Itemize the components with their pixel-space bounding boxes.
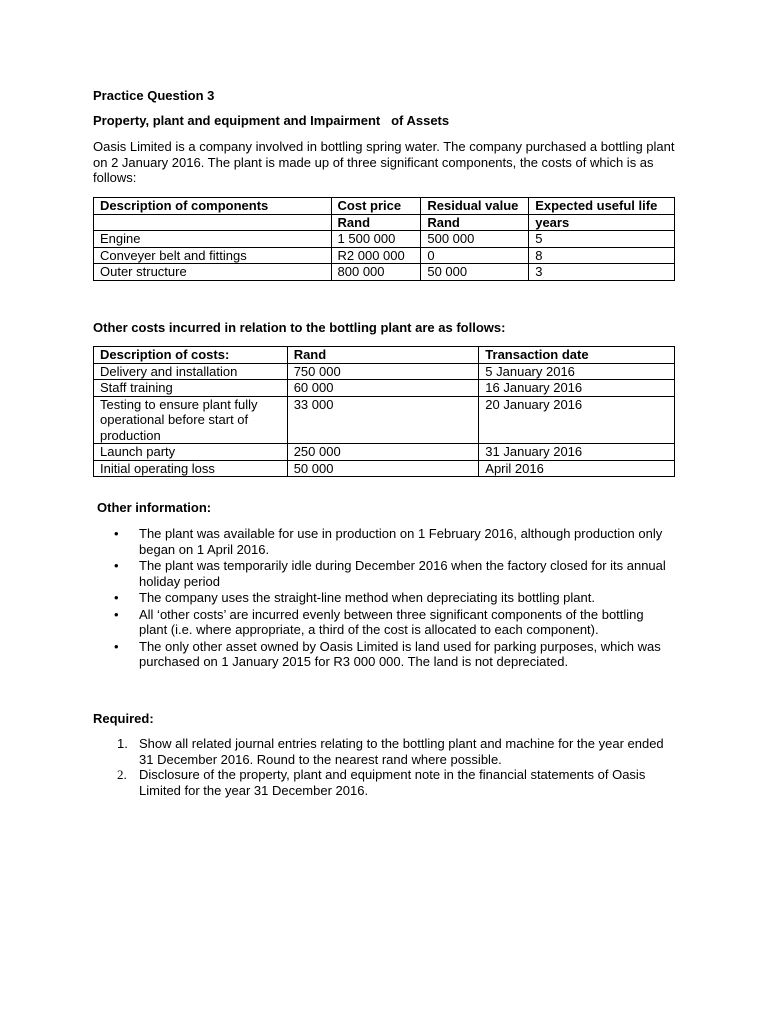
- table-row: [94, 363, 675, 380]
- table-cell: April 2016: [479, 460, 675, 477]
- table-cell: [94, 214, 332, 231]
- list-item: [93, 736, 673, 767]
- table-cell: 0: [421, 247, 529, 264]
- table-cell: Delivery and installation: [94, 363, 288, 380]
- table-cell: R2 000 000: [331, 247, 421, 264]
- list-item: • All ‘other costs’ are incurred evenly between three significant components of the bottling plant (i.e. where appropriate, a third of the cost is allocated to each component).: [93, 607, 673, 638]
- table-cell: 8: [529, 247, 675, 264]
- table-header-cell: Rand: [287, 347, 479, 364]
- other-info-heading: Other information:: [97, 500, 212, 515]
- table-cell: Initial operating loss: [94, 460, 288, 477]
- table-cell: Outer structure: [94, 264, 332, 281]
- list-item-text: 31 December 2016. Round to the nearest rand where possible.: [139, 751, 502, 767]
- table-cell: Launch party: [94, 444, 288, 461]
- required-heading: Required:: [93, 711, 154, 726]
- list-item-text: Show all related journal entries relating to the bottling plant and machine for the year ended: [139, 736, 664, 751]
- list-item-text: Disclosure of the property, plant and equipment note in the financial statements of Oasis Limited for the year 31 December 2016.: [139, 767, 646, 798]
- table-row: [94, 264, 675, 281]
- table-row: [94, 380, 675, 397]
- list-item: • The company uses the straight-line method when depreciating its bottling plant.: [93, 590, 673, 606]
- table-row: [94, 247, 675, 264]
- table-cell: 3: [529, 264, 675, 281]
- list-number: 2.: [117, 767, 127, 782]
- table-header-cell: Description of costs:: [94, 347, 288, 364]
- doc-title: Practice Question 3: [93, 88, 215, 103]
- table-header-cell: Residual value: [421, 198, 529, 215]
- table-cell: years: [529, 214, 675, 231]
- other-costs-heading: Other costs incurred in relation to the bottling plant are as follows:: [93, 320, 506, 335]
- table-cell: 5 January 2016: [479, 363, 675, 380]
- list-item: [93, 767, 673, 798]
- table-cell: 1 500 000: [331, 231, 421, 248]
- table-cell: 5: [529, 231, 675, 248]
- table-row: [94, 460, 675, 477]
- table-cell: 16 January 2016: [479, 380, 675, 397]
- table-cell: Engine: [94, 231, 332, 248]
- intro-paragraph: Oasis Limited is a company involved in bottling spring water. The company purchased a bottling plant on 2 January 2016. The plant is made up of three significant components, the costs of which is as follows:: [93, 139, 675, 185]
- table-cell: 31 January 2016: [479, 444, 675, 461]
- table-cell: 20 January 2016: [479, 396, 675, 444]
- required-list: [93, 736, 673, 798]
- costs-table: [93, 346, 675, 477]
- table-header-row: [94, 347, 675, 364]
- table-header-row: [94, 198, 675, 215]
- table-cell: 33 000: [287, 396, 479, 444]
- doc-subtitle: Property, plant and equipment and Impairment of Assets: [93, 113, 450, 128]
- table-cell: Testing to ensure plant fully operational before start of production: [94, 396, 288, 444]
- table-row: [94, 444, 675, 461]
- table-cell: Rand: [421, 214, 529, 231]
- list-item: • The plant was available for use in production on 1 February 2016, although production only began on 1 April 2016.: [93, 526, 673, 557]
- list-item: • The plant was temporarily idle during December 2016 when the factory closed for its annual holiday period: [93, 558, 673, 589]
- components-table: [93, 197, 675, 281]
- table-cell: 50 000: [287, 460, 479, 477]
- table-row: [94, 231, 675, 248]
- table-header-cell: Expected useful life: [529, 198, 675, 215]
- table-header-cell: Cost price: [331, 198, 421, 215]
- table-cell: Staff training: [94, 380, 288, 397]
- table-header-cell: Description of components: [94, 198, 332, 215]
- list-item: • The only other asset owned by Oasis Limited is land used for parking purposes, which was purchased on 1 January 2015 for R3 000 000. The land is not depreciated.: [93, 639, 673, 670]
- table-cell: Conveyer belt and fittings: [94, 247, 332, 264]
- table-cell: Rand: [331, 214, 421, 231]
- table-cell: 750 000: [287, 363, 479, 380]
- table-cell: 800 000: [331, 264, 421, 281]
- table-cell: 250 000: [287, 444, 479, 461]
- table-cell: 50 000: [421, 264, 529, 281]
- table-cell: 500 000: [421, 231, 529, 248]
- table-units-row: [94, 214, 675, 231]
- table-cell: 60 000: [287, 380, 479, 397]
- table-row: [94, 396, 675, 444]
- other-info-list: [93, 526, 673, 671]
- table-header-cell: Transaction date: [479, 347, 675, 364]
- list-number: 1.: [117, 736, 128, 751]
